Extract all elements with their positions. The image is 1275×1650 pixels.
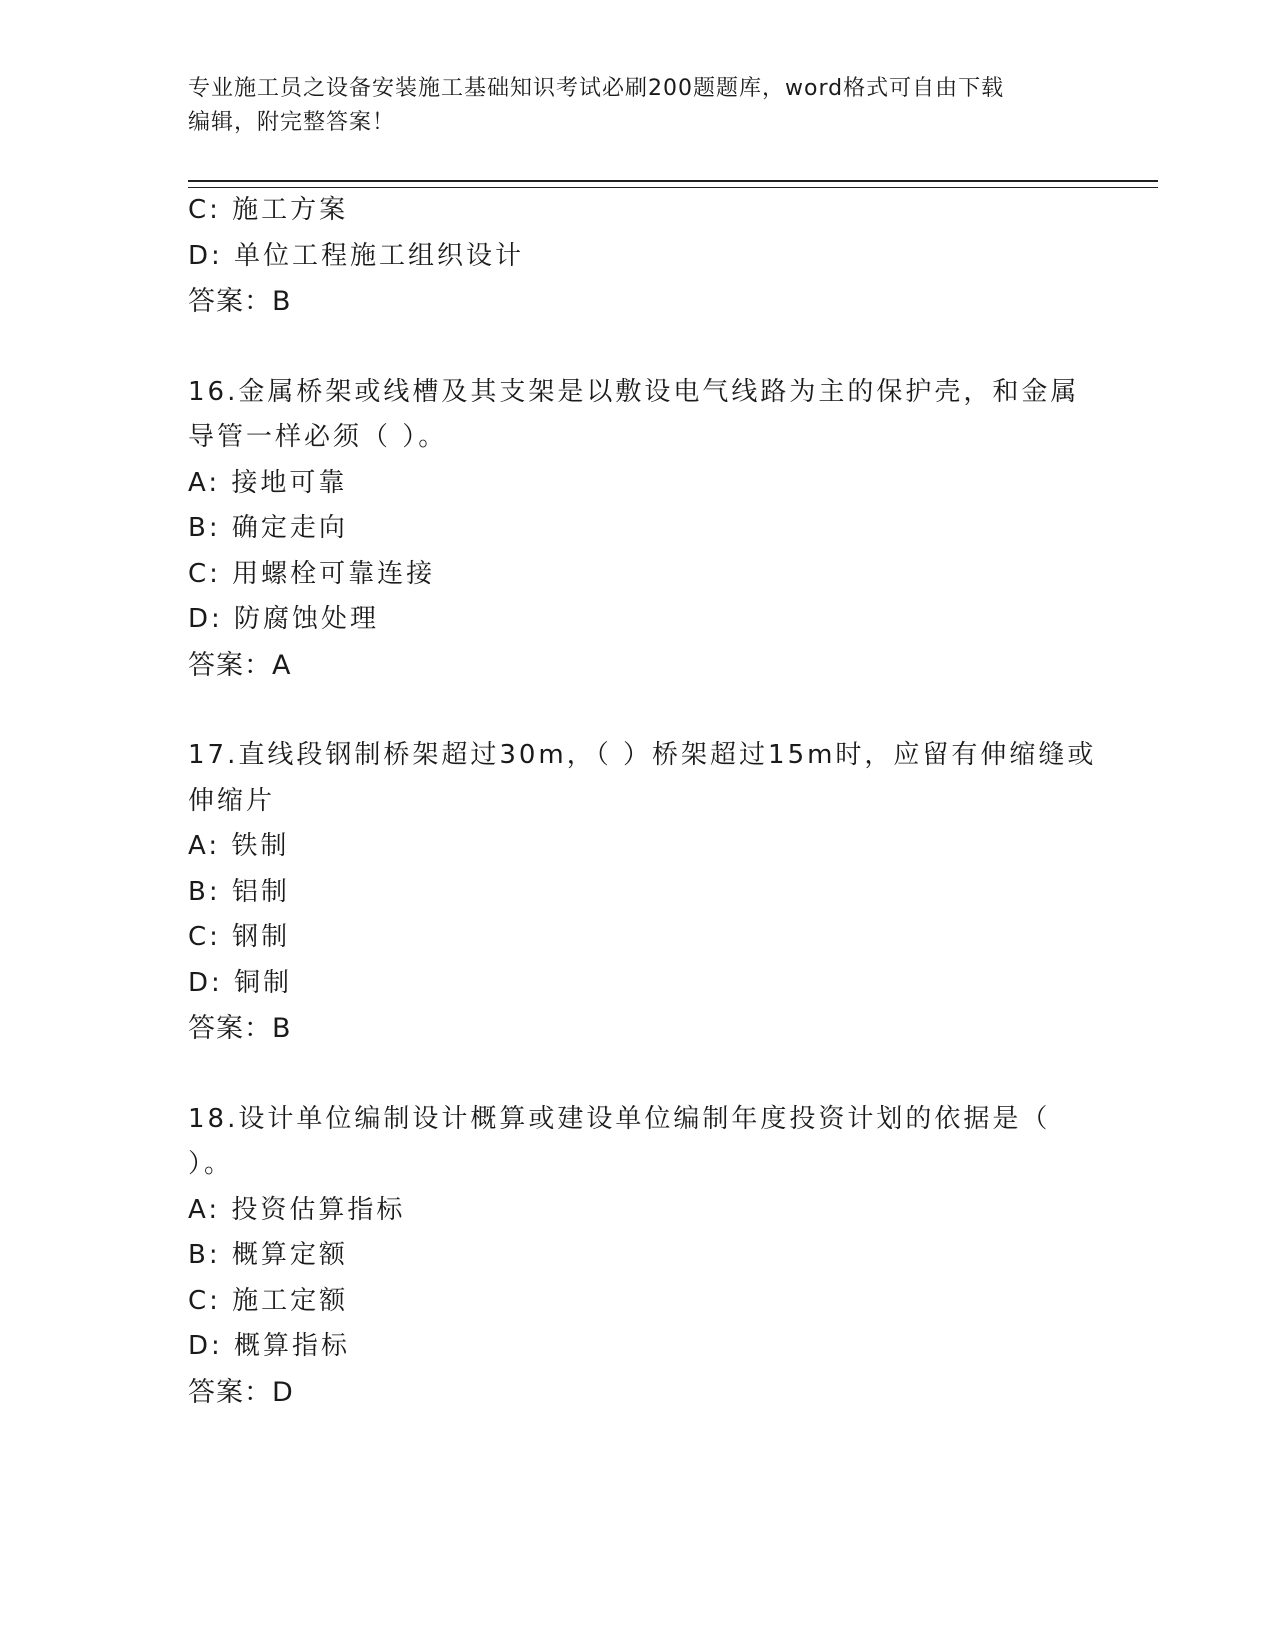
option-d: D: 防腐蚀处理 xyxy=(188,604,380,634)
question-text: 18.设计单位编制设计概算或建设单位编制年度投资计划的依据是（ xyxy=(188,1103,1051,1134)
option-a: A: 接地可靠 xyxy=(188,467,348,498)
option-c: C: 钢制 xyxy=(188,922,291,952)
option-b: B: 铝制 xyxy=(188,876,290,907)
answer-line: 答案：B xyxy=(188,286,292,317)
spacer xyxy=(188,688,1088,733)
option-c: C: 施工定额 xyxy=(188,1285,349,1316)
question-text: 17.直线段钢制桥架超过30m，（ ）桥架超过15m时，应留有伸缩缝或 xyxy=(188,740,1097,770)
header-double-rule xyxy=(188,180,1158,188)
question-16 xyxy=(188,370,1088,689)
spacer xyxy=(188,325,1088,370)
option-a: A: 投资估算指标 xyxy=(188,1194,406,1225)
question-15-tail xyxy=(188,188,1088,325)
header-line-2: 编辑，附完整答案！ xyxy=(188,110,396,135)
question-text: 导管一样必须（ ）。 xyxy=(188,422,448,452)
option-c: C: 施工方案 xyxy=(188,195,349,225)
option-d: D: 概算指标 xyxy=(188,1331,351,1361)
page-header xyxy=(188,72,1088,140)
option-b: B: 概算定额 xyxy=(188,1240,348,1270)
question-18 xyxy=(188,1097,1088,1416)
answer-line: 答案：D xyxy=(188,1376,294,1408)
option-c: C: 用螺栓可靠连接 xyxy=(188,558,436,589)
question-17 xyxy=(188,733,1097,1052)
question-text: 16.金属桥架或线槽及其支架是以敷设电气线路为主的保护壳，和金属 xyxy=(188,376,1080,407)
spacer xyxy=(188,1052,1088,1097)
option-a: A: 铁制 xyxy=(188,831,290,861)
question-text: ）。 xyxy=(188,1149,234,1179)
question-text: 伸缩片 xyxy=(188,785,276,816)
option-d: D: 单位工程施工组织设计 xyxy=(188,240,525,271)
answer-line: 答案：B xyxy=(188,1013,292,1044)
answer-line: 答案：A xyxy=(188,649,292,681)
header-line-1: 专业施工员之设备安装施工基础知识考试必刷200题题库，word格式可自由下载 xyxy=(188,76,1005,101)
document-body xyxy=(188,188,1097,1415)
option-d: D: 铜制 xyxy=(188,967,293,998)
option-b: B: 确定走向 xyxy=(188,513,348,543)
